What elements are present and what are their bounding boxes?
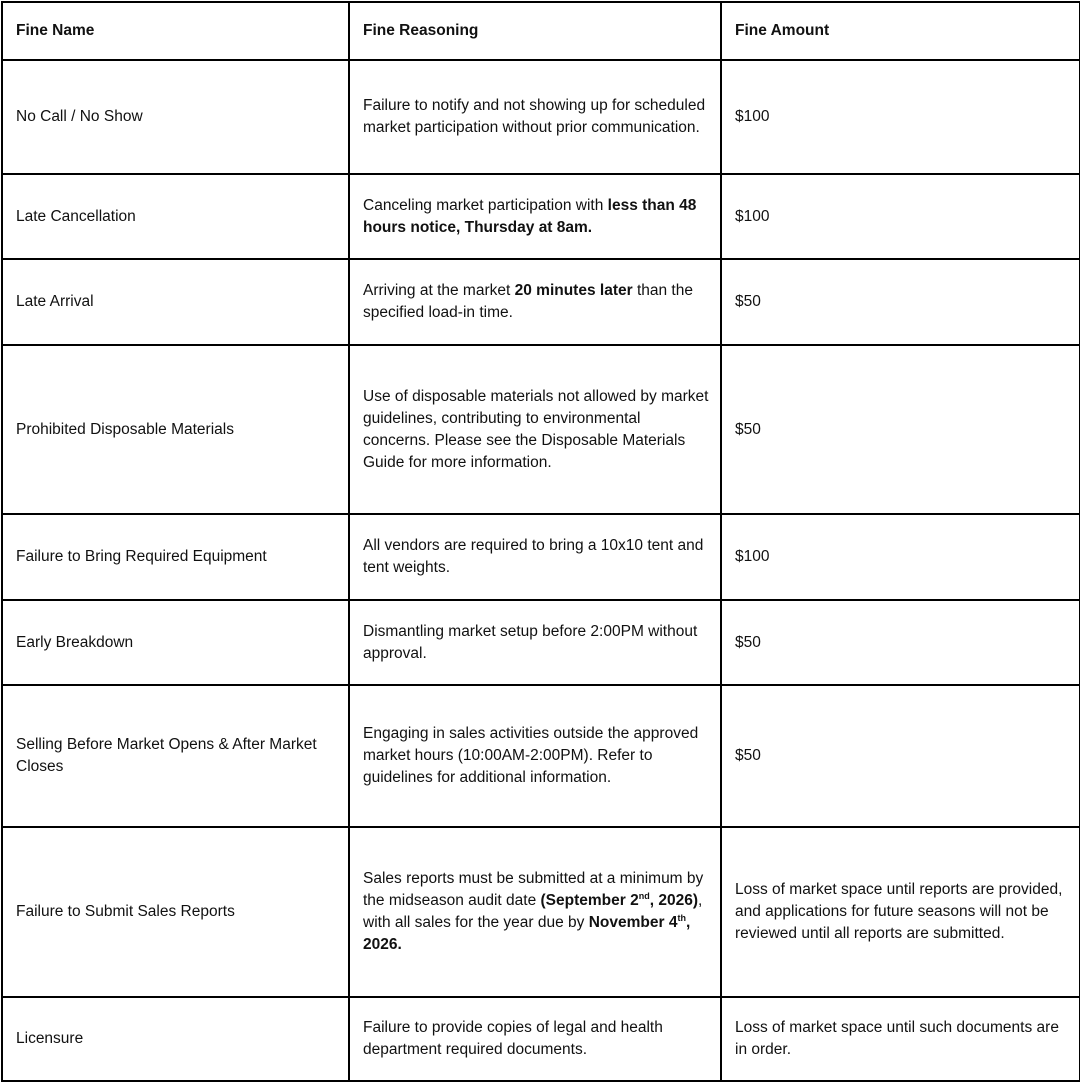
ordinal-suffix: nd [638,890,650,901]
fine-name-cell: Selling Before Market Opens & After Market Closes [2,685,349,827]
header-fine-amount: Fine Amount [721,2,1080,60]
fine-reasoning-cell [349,259,721,345]
fine-reasoning-cell [349,60,721,174]
reasoning-text: Arriving at the market [363,282,515,299]
fine-name-cell: Failure to Bring Required Equipment [2,514,349,600]
fine-name-cell: Prohibited Disposable Materials [2,345,349,514]
fine-reasoning-cell [349,997,721,1081]
table-header-row [2,2,1080,60]
table-row [2,345,1080,514]
table-row [2,174,1080,259]
header-fine-name: Fine Name [2,2,349,60]
fine-amount-cell: $50 [721,685,1080,827]
fine-reasoning-cell [349,827,721,997]
table-body [2,60,1080,1081]
fine-reasoning-cell [349,685,721,827]
reasoning-text: All vendors are required to bring a 10x10 tent and tent weights. [363,537,704,576]
fine-reasoning-cell [349,174,721,259]
reasoning-text: Dismantling market setup before 2:00PM without approval. [363,622,698,662]
reasoning-text: , with all sales for the year due by [363,892,703,931]
table-row [2,685,1080,827]
fine-amount-cell: $100 [721,514,1080,600]
fine-name-cell: Late Arrival [2,259,349,345]
fine-reasoning-cell [349,514,721,600]
emphasis-text: , 2026) [649,892,698,909]
ordinal-suffix: th [677,912,686,923]
fine-amount-cell: $50 [721,600,1080,685]
fines-table [1,1,1080,1082]
fine-name-cell: Early Breakdown [2,600,349,685]
reasoning-text: Failure to notify and not showing up for scheduled market participation without prior communication. [363,97,706,136]
emphasis-text: 20 minutes later [514,282,633,299]
reasoning-text: Engaging in sales activities outside the approved market hours (10:00AM-2:00PM). Refer to guidelines for additional information. [363,725,699,786]
emphasis-text: November 4 [588,914,678,931]
fine-amount-cell: $100 [721,60,1080,174]
table-row [2,259,1080,345]
reasoning-text: Canceling market participation with [363,196,608,214]
table-row [2,514,1080,600]
emphasis-text: less than 48 hours notice, Thursday at 8am. [363,196,697,236]
reasoning-text: than the specified load-in time. [363,282,693,321]
fine-amount-cell: $100 [721,174,1080,259]
fine-name-cell: Failure to Submit Sales Reports [2,827,349,997]
reasoning-text: Failure to provide copies of legal and health department required documents. [363,1019,663,1058]
fine-name-cell: Licensure [2,997,349,1081]
fine-amount-cell: $50 [721,345,1080,514]
fine-name-cell: No Call / No Show [2,60,349,174]
table-row [2,60,1080,174]
reasoning-text: Use of disposable materials not allowed by market guidelines, contributing to environmental concerns. Please see the Disposable Materials Guide for more information. [363,387,709,471]
fine-amount-cell: Loss of market space until such documents are in order. [721,997,1080,1081]
fine-reasoning-cell [349,345,721,514]
emphasis-text: , 2026. [363,914,691,953]
table-row [2,600,1080,685]
fine-reasoning-cell [349,600,721,685]
table-row [2,827,1080,997]
header-fine-reasoning: Fine Reasoning [349,2,721,60]
table-row [2,997,1080,1081]
fine-name-cell: Late Cancellation [2,174,349,259]
fine-amount-cell: $50 [721,259,1080,345]
reasoning-text: Sales reports must be submitted at a minimum by the midseason audit date [363,870,704,909]
emphasis-text: (September 2 [540,892,639,909]
fine-amount-cell: Loss of market space until reports are provided, and applications for future seasons will not be reviewed until all reports are submitted. [721,827,1080,997]
